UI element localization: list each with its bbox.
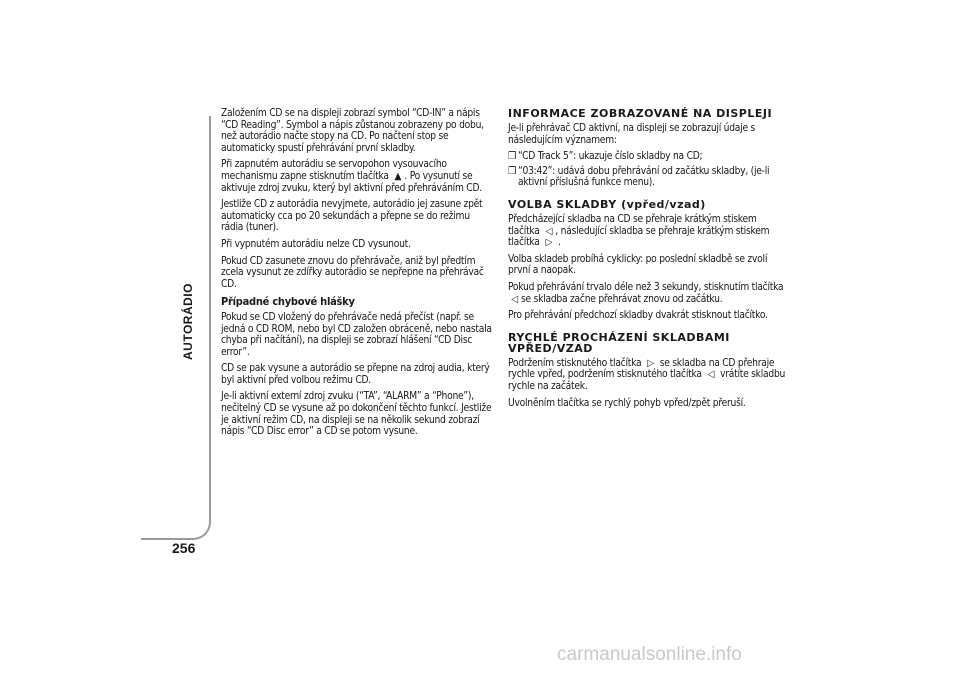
- checkbox-bullet-icon: ❒: [508, 151, 516, 163]
- text: se skladba na CD přehraje rychle vpřed, podržením stisknutého tlačítka: [508, 357, 775, 381]
- section-heading: Případné chybové hlášky: [221, 295, 355, 309]
- section-heading: RYCHLÉ PROCHÁZENÍ SKLADBAMI VPŘED/VZAD: [508, 330, 730, 355]
- paragraph: Je-li aktivní externí zdroj zvuku (“TA”, “ALARM” a “Phone”), nečitelný CD se vysune až po dokončení těchto funkcí. Jestliže je aktivní režim CD, na displeji se na několik sekund zobrazí nápis “CD Disc error” a CD se potom vysune.: [221, 391, 492, 438]
- paragraph: Pokud CD zasunete znovu do přehrávače, aniž byl předtím zcela vysunut ze zdířky autorádio se nepřepne na přehrávač CD.: [221, 255, 484, 290]
- next-arrow-icon: ▷: [647, 357, 654, 369]
- text: Při zapnutém autorádiu se servopohon vysouvacího mechanismu zapne stisknutím tlačítka: [221, 159, 447, 182]
- sidebar-bracket: [141, 116, 211, 540]
- text: Pokud přehrávání trvalo déle než 3 sekundy, stisknutím tlačítka: [508, 281, 784, 293]
- section-heading: VOLBA SKLADBY (vpřed/vzad): [508, 197, 706, 211]
- checkbox-bullet-icon: ❒: [508, 165, 516, 177]
- text: vrátíte skladbu rychle na začátek.: [508, 369, 786, 392]
- paragraph: [508, 214, 790, 249]
- text: se skladba začne přehrávat znovu od začátku.: [521, 293, 723, 305]
- section-label: AUTORÁDIO: [181, 283, 195, 360]
- prev-arrow-icon: ◁: [545, 225, 553, 237]
- page-number: 256: [172, 540, 196, 556]
- paragraph: [221, 159, 493, 194]
- paragraph: Jestliže CD z autorádia nevyjmete, autorádio jej zasune zpět automaticky cca po 20 sekundách a přepne se do režimu rádia (tuner).: [221, 199, 483, 234]
- list-item: [508, 151, 790, 163]
- text: “03:42”: udává dobu přehrávání od začátku skladby, (je-li aktivní příslušná funkce menu).: [518, 165, 770, 189]
- text: .: [558, 237, 561, 249]
- text: , následující skladba se přehraje krátkým stiskem tlačítka: [508, 225, 770, 249]
- paragraph: Založením CD se na displeji zobrazí symbol “CD-IN” a nápis “CD Reading”. Symbol a nápis zůstanou zobrazeny po dobu, než autorádio načte stopy na CD. Po načtení stop se automaticky spustí přehrávání první skladby.: [221, 108, 484, 154]
- paragraph: Pro přehrávání předchozí skladby dvakrát stisknout tlačítko.: [508, 310, 768, 322]
- paragraph: Při vypnutém autorádiu nelze CD vysunout.: [221, 238, 411, 250]
- paragraph: Pokud se CD vložený do přehrávače nedá přečíst (např. se jedná o CD ROM, nebo byl CD založen obráceně, nebo nastala chyba při načítání), na displeji se zobrazí hlášení “CD Disc error”.: [221, 311, 492, 358]
- paragraph: Volba skladeb probíhá cyklicky: po poslední skladbě se zvolí první a naopak.: [508, 253, 768, 277]
- prev-arrow-icon: ◁: [707, 369, 715, 381]
- paragraph: CD se pak vysune a autorádio se přepne na zdroj audia, který byl aktivní před volbou režimu CD.: [221, 363, 490, 386]
- next-arrow-icon: ▷: [545, 237, 553, 249]
- watermark: carmanualsonline.info: [557, 644, 742, 665]
- eject-icon: ▲: [394, 170, 402, 182]
- section-heading: INFORMACE ZOBRAZOVANÉ NA DISPLEJI: [508, 107, 773, 120]
- list-item: [508, 166, 790, 189]
- prev-arrow-icon: ◁: [511, 293, 518, 305]
- text: Podržením stisknutého tlačítka: [508, 357, 642, 369]
- paragraph: [508, 282, 790, 305]
- left-column: [221, 108, 493, 443]
- text: “CD Track 5”: ukazuje číslo skladby na CD;: [518, 151, 703, 163]
- text: . Po vysunutí se aktivuje zdroj zvuku, který byl aktivní před přehráváním CD.: [221, 170, 482, 194]
- text: Předcházející skladba na CD se přehraje krátkým stiskem tlačítka: [508, 213, 757, 237]
- paragraph: [508, 358, 790, 393]
- right-column: [508, 108, 790, 414]
- paragraph: Je-li přehrávač CD aktivní, na displeji se zobrazují údaje s následujícím významem:: [508, 123, 756, 146]
- paragraph: Uvolněním tlačítka se rychlý pohyb vpřed/zpět přeruší.: [508, 397, 746, 409]
